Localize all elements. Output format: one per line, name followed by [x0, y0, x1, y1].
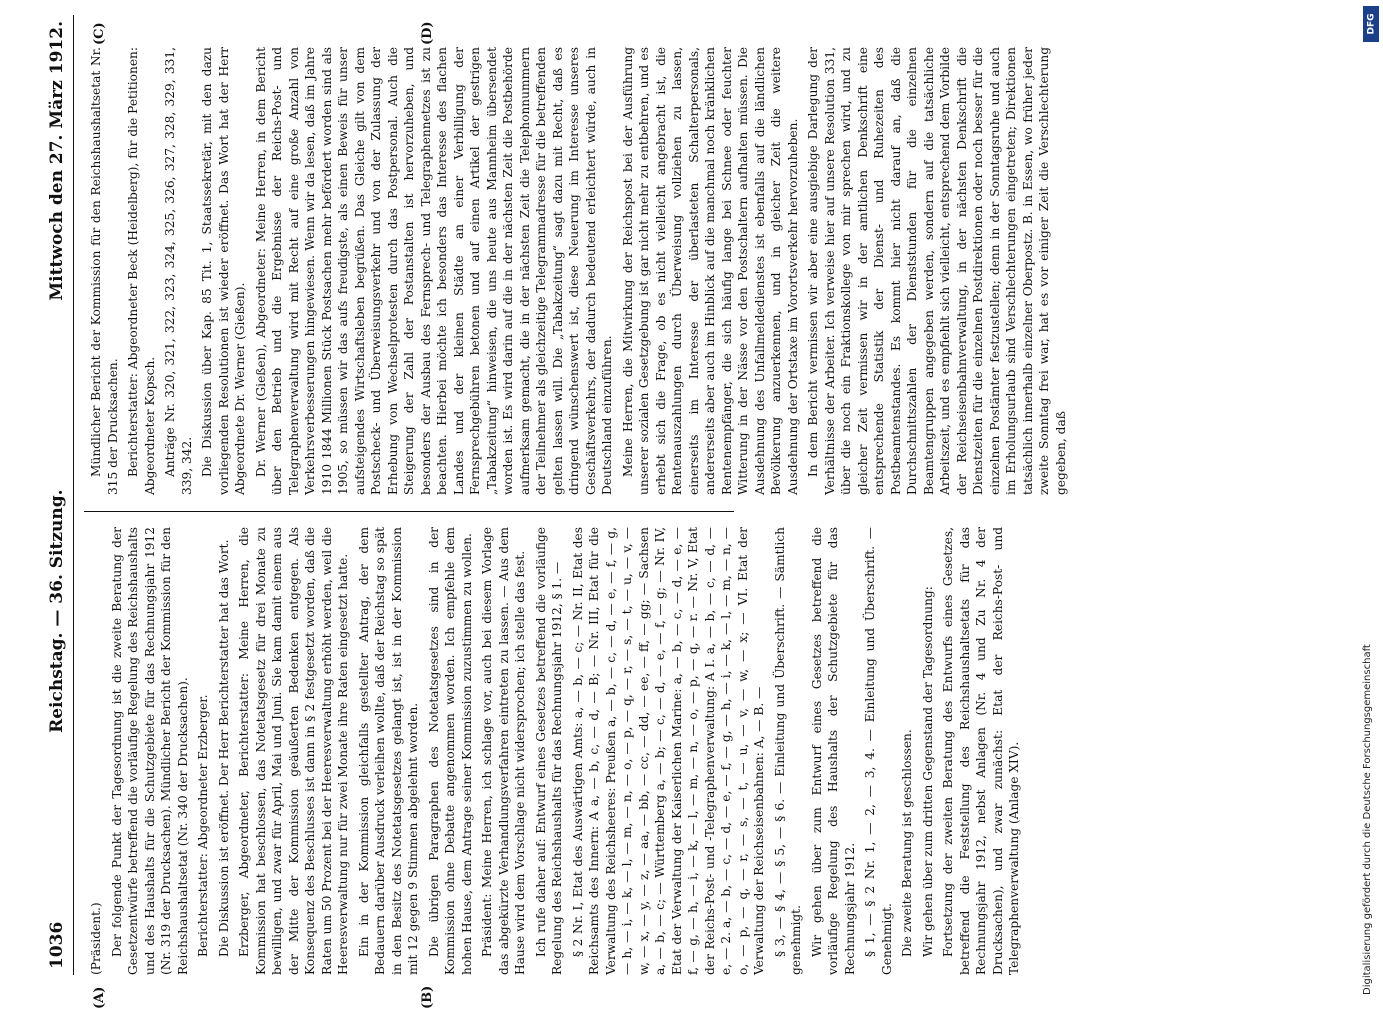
paragraph: Der folgende Punkt der Tagesordnung ist die zweite Beratung der Gesetzentwürfe betreffend die vorläufige Regelung des Reichshaushalts und des Haushalts für die Schutzgebiete für das Rechnungsjahr 1912 (Nr. 319 der Drucksachen). Mündlicher Bericht der Kommission für den Reichshaushaltsetat (Nr. 340 der Drucksachen).: [109, 527, 190, 975]
margin-marker-d: (D): [420, 21, 435, 45]
right-column: [88, 47, 1073, 495]
margin-marker-a: (A): [92, 986, 107, 1009]
column-divider: [84, 511, 734, 512]
paragraph: Ein in der Kommission gleichfalls gestellter Antrag, der dem Bedauern darüber Ausdruck verleihen wollte, daß der Reichstag so spät in den Besitz des Notetatsgesetzes gelangt ist, ist in der Kommission mit 12 gegen 9 Stimmen abgelehnt worden.: [356, 527, 420, 975]
session-date: Mittwoch den 27. März 1912.: [46, 21, 67, 301]
page-number: 1036: [46, 921, 67, 969]
paragraph: Die zweite Beratung ist geschlossen.: [900, 729, 914, 957]
left-column: [88, 527, 1027, 975]
paragraph: Berichterstatter: Abgeordneter Beck (Heidelberg), für die Petitionen: Abgeordneter Kopsch.: [126, 47, 157, 495]
paragraph: Erzberger, Abgeordneter, Berichterstatter: Meine Herren, die Kommission hat beschlossen, das Notetatsgesetz für drei Monate zu bewilligen, und zwar für April, Mai und Juni. Sie kam damit einem aus der Mitte der Kommission geäußerten Bedenken entgegen. Als Konsequenz des Beschlusses ist dann in § 2 festgesetzt worden, daß die Raten um 50 Prozent bei der Heeresverwaltung erhöht werden, weil die Heeresverwaltung nur für zwei Monate ihre Raten eingesetzt hatte.: [237, 527, 350, 975]
paragraph: Wir gehen über zum Entwurf eines Gesetzes betreffend die vorläufige Regelung des Haushalts der Schutzgebiete für das Rechnungsjahr 1912.: [809, 527, 857, 975]
session-title: Reichstag. — 36. Sitzung.: [46, 489, 67, 733]
paragraph: Meine Herren, die Mitwirkung der Reichspost bei der Ausführung unserer sozialen Gesetzgebung ist gar nicht mehr zu entbehren, und es erhebt sich die Frage, ob es nicht vielleicht angebracht ist, die Rentenauszahlungen durch Überweisung vollziehen zu lassen, einerseits im Interesse der überlasteten Schalterpersonals, andererseits aber auch im Hinblick auf die manchmal noch kränklichen Rentenempfänger, die sich häufig lange bei Schnee oder feuchter Witterung in der Nässe vor den Postschaltern aufhalten müssen. Die Ausdehnung des Unfallmeldedienstes ist ebenfalls auf die ländlichen Bevölkerung anzuerkennen, und in gleicher Zeit die weitere Ausdehnung der Ortstaxe im Vorortsverkehr hervorzuheben.: [620, 47, 800, 495]
margin-marker-b: (B): [420, 985, 435, 1009]
paragraph: Die Diskussion ist eröffnet. Der Herr Berichterstatter hat das Wort.: [216, 539, 231, 957]
paragraph: Wir gehen über zum dritten Gegenstand der Tagesordnung:: [920, 586, 935, 957]
paragraph: In dem Bericht vermissen wir aber eine ausgiebige Darlegung der Verhältnisse der Arbeiter. Ich verweise hier auf unsere Resolution 331, über die noch ein Fraktionskollege von mir sprechen wird, und zu gleicher Zeit vermissen wir in der amtlichen Denkschrift eine entsprechende Statistik der Dienst- und Ruhezeiten des Postbeamtenstandes. Es kommt hier nicht darauf an, daß die Durchschnittszahlen der Dienststunden für die einzelnen Beamtengruppen angegeben werden, sondern auf die tatsächliche Arbeitszeit, und es empfiehlt sich vielleicht, entsprechend dem Vorbilde der Reichseisenbahnverwaltung, in der nächsten Denkschrift die Dienstzeiten für die einzelnen Postdirektionen oder noch besser für die einzelnen Postämter festzustellen; denn in der Sonntagsruhe und auch im Erholungsurlaub sind Verschlechterungen eingetreten; Direktionen tatsächlich innerhalb einzelner Oberpostz. B. in Essen, wo früher jeder zweite Sonntag frei war, hat es vor einiger Zeit die Verschlechterung gegeben, daß: [806, 47, 1068, 495]
paragraph: Anträge Nr. 320, 321, 322, 323, 324, 325, 326, 327, 328, 329, 331, 339, 342.: [163, 47, 194, 495]
paragraph: Die Diskussion über Kap. 85 Tit. 1, Staatssekretär, mit den dazu vorliegenden Resolutionen ist wieder eröffnet. Das Wort hat der Herr Abgeordnete Dr. Werner (Gießen).: [200, 47, 247, 495]
paragraph: Präsident: Meine Herren, ich schlage vor, auch bei diesem Vorlage das abgekürzte Verhandlungsverfahren eintreten zu lassen. — Aus dem Hause wird dem Vorschlage nicht widersprochen; ich stelle das fest.: [480, 527, 527, 975]
paragraph: § 1, — § 2 Nr. 1, — 2, — 3, 4. — Einleitung und Überschrift. — Genehmigt.: [863, 527, 894, 975]
paragraph: Ich rufe daher auf: Entwurf eines Gesetzes betreffend die vorläufige Regelung des Reichshaushalts für das Rechnungsjahr 1912, § 1. —: [533, 527, 564, 975]
margin-marker-c: (C): [92, 22, 107, 45]
paragraph: § 2 Nr. I, Etat des Auswärtigen Amts: a, — b, — c; — Nr. II, Etat des Reichsamts des Innern: A a, — b, c, — d, — B; — Nr. III, Etat für die Verwaltung des Reichsheeres: Preußen a, — b, — c, — d, — e, — f, — g, — h, — i, — k, — l, — m, — n, — o, — p, — q, — r, — s, — t, — u, — v, — w, — x, — y, — z, — aa, — bb, — cc, — dd, — ee, — ff, — gg; — Sachsen a, — b, — c; — Württemberg a, — b; — c, — d, — e, — f, — g; — Nr. IV, Etat der Verwaltung der Kaiserlichen Marine: a, — b, — c, — d, — e, — f, — g, — h, — i, — k, — l, — m, — n, — o, — p, — q, — r. — Nr. V, Etat der Reichs-Post- und -Telegraphenverwaltung: A I. a, — b, — c, — d, — e, — 2. a, — b, — c, — d, — e, — f, — g, — h, — i, — k, — l, — m, — n, — o, — p, — q, — r, — s, — t, — u, — v, — w, — x; — VI. Etat der Verwaltung der Reichseisenbahnen: A, — B. —: [570, 527, 766, 975]
page-header: [40, 15, 74, 975]
paragraph: § 3, — § 4, — § 5, — § 6. — Einleitung und Überschrift. — Sämtlich genehmigt.: [772, 527, 803, 975]
paragraph: Mündlicher Bericht der Kommission für den Reichshaushaltsetat Nr. 315 der Drucksachen.: [89, 47, 120, 495]
rotated-page-content: [40, 15, 1340, 1009]
paragraph: Die übrigen Paragraphen des Notetatsgesetzes sind in der Kommission ohne Debatte angenommen worden. Ich empfehle dem hohen Hause, dem Antrage seiner Kommission zuzustimmen zu wollen.: [426, 527, 474, 975]
paragraph: Dr. Werner (Gießen), Abgeordneter: Meine Herren, in dem Bericht über den Betrieb und die Ergebnisse der Reichs-Post- und Telegraphenverwaltung wird mit Recht auf eine große Anzahl von Verkehrsverbesserungen hingewiesen. Wenn wir da lesen, daß im Jahre 1910 1844 Millionen Stück Postsachen mehr befördert worden sind als 1905, so müssen wir das aufs freudigste, als einen Beweis für unser aufsteigendes Wirtschaftsleben begrüßen. Das Gleiche gilt von dem Postscheck- und Überweisungsverkehr und von der Zulassung der Erhebung von Wechselprotesten durch das Postpersonal. Auch die Steigerung der Zahl der Postanstalten ist hervorzuheben, und besonders der Ausbau des Fernsprech- und Telegraphennetzes ist zu beachten. Hierbei möchte ich besonders das Interesse des flachen Landes und der kleinen Städte an einer Verbilligung der Fernsprechgebühren betonen und auf einen Artikel der gestrigen „Tabakzeitung“ hinweisen, die uns heute aus Mannheim übersendet worden ist. Es wird darin auf die in der nächsten Zeit die Postbehörde aufmerksam gemacht, die in der nächsten Zeit die Telephonnummern der Teilnehmer als gleichzeitige Telegrammadresse für die betreffenden gelten lassen will. Die „Tabakzeitung“ sagt dazu mit Recht, daß es dringend wünschenswert ist, diese Neuerung im Interesse unseres Geschäftsverkehrs, der dadurch bedeutend erleichtert würde, auch in Deutschland einzuführen.: [253, 47, 614, 495]
paragraph: (Präsident.): [89, 902, 103, 975]
dfg-logo: DFG: [1363, 6, 1379, 42]
digitization-credit: Digitalisierung gefördert durch die Deutsche Forschungsgemeinschaft: [1362, 644, 1373, 995]
paragraph: Berichterstatter: Abgeordneter Erzberger.: [196, 694, 210, 957]
paragraph: Fortsetzung der zweiten Beratung des Entwurfs eines Gesetzes, betreffend die Feststellung des Reichshaushaltsetats für das Rechnungsjahr 1912, nebst Anlagen (Nr. 4 und Zu Nr. 4 der Drucksachen), und zwar zunächst: Etat der Reichs-Post- und Telegraphenverwaltung (Anlage XIV).: [941, 527, 1021, 975]
